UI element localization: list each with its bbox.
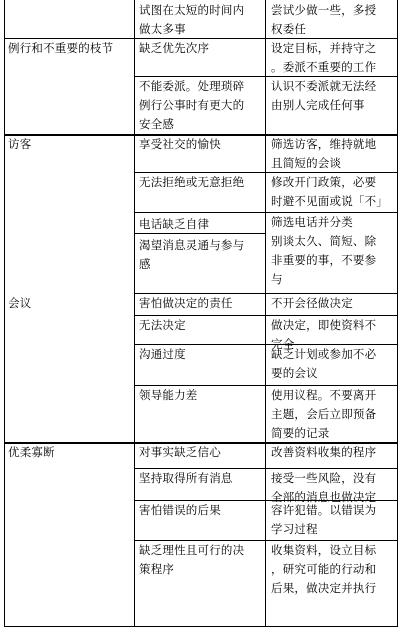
cause-cell: 缺乏理性且可行的决 策程序 <box>139 543 245 576</box>
solution-cell: 使用议程。不要离开 主题，会后立即预备 简要的记录 <box>271 388 377 440</box>
cause-cell: 沟通过度 <box>139 347 186 361</box>
solution-cell: 收集资料，设立目标 ，研究可能的行动和 后果，做决定并执行 <box>271 543 377 595</box>
cause-cell: 领导能力差 <box>139 388 198 402</box>
cause-cell: 害怕错误的后果 <box>139 503 221 517</box>
cause-cell: 试图在太短的时间内 做太多事 <box>139 3 245 36</box>
solution-cell: 设定目标，并持守之 。委派不重要的工作 <box>271 41 377 74</box>
column-border-0 <box>4 0 5 626</box>
cause-cell: 缺乏优先次序 <box>139 41 210 55</box>
column-border-3 <box>397 0 398 626</box>
solution-cell: 改善资料收集的程序 <box>271 445 377 459</box>
cause-cell: 享受社交的愉快 <box>139 137 221 151</box>
solution-cell: 筛选访客，维持就地 且简短的会谈 <box>271 137 377 170</box>
cause-cell: 电话缺乏自律 <box>139 217 210 231</box>
solution-cell: 不开会径做决定 <box>271 296 353 310</box>
cause-cell: 渴望消息灵通与参与 感 <box>139 238 245 271</box>
solution-cell: 做决定，即使资料不 完全 <box>271 318 377 351</box>
column-border-1 <box>134 0 135 626</box>
cause-cell: 坚持取得所有消息 <box>139 471 233 485</box>
cause-cell: 对事实缺乏信心 <box>139 445 221 459</box>
category-cell: 优柔寡断 <box>8 445 55 459</box>
solution-cell: 缺乏计划或参加不必 要的会议 <box>271 347 377 380</box>
solution-cell: 认识不委派就无法经 由别人完成任何事 <box>271 79 377 112</box>
cause-cell: 无法拒绝或无意拒绝 <box>139 175 245 189</box>
solution-cell: 尝试少做一些，多授 权委任 <box>271 3 377 36</box>
solution-cell: 修改开门政策，必要 时避不见面或说「不」 <box>271 175 388 208</box>
solution-cell: 接受一些风险，没有 全部的消息也做决定 <box>271 471 377 504</box>
cause-cell: 害怕做决定的责任 <box>139 296 233 310</box>
category-cell: 例行和不重要的枝节 <box>8 41 114 55</box>
solution-cell: 容许犯错。以错误为 学习过程 <box>271 503 377 536</box>
category-cell: 访客 <box>8 137 32 151</box>
category-cell: 会议 <box>8 296 32 310</box>
cause-cell: 无法决定 <box>139 318 186 332</box>
cause-cell: 不能委派。处理琐碎 例行公事时有更大的 安全感 <box>139 79 245 131</box>
column-border-2 <box>265 0 266 626</box>
row-border <box>4 626 398 627</box>
solution-cell: 筛选电话并分类 别谈太久、简短、除 非重要的事，不要参 与 <box>271 215 377 286</box>
